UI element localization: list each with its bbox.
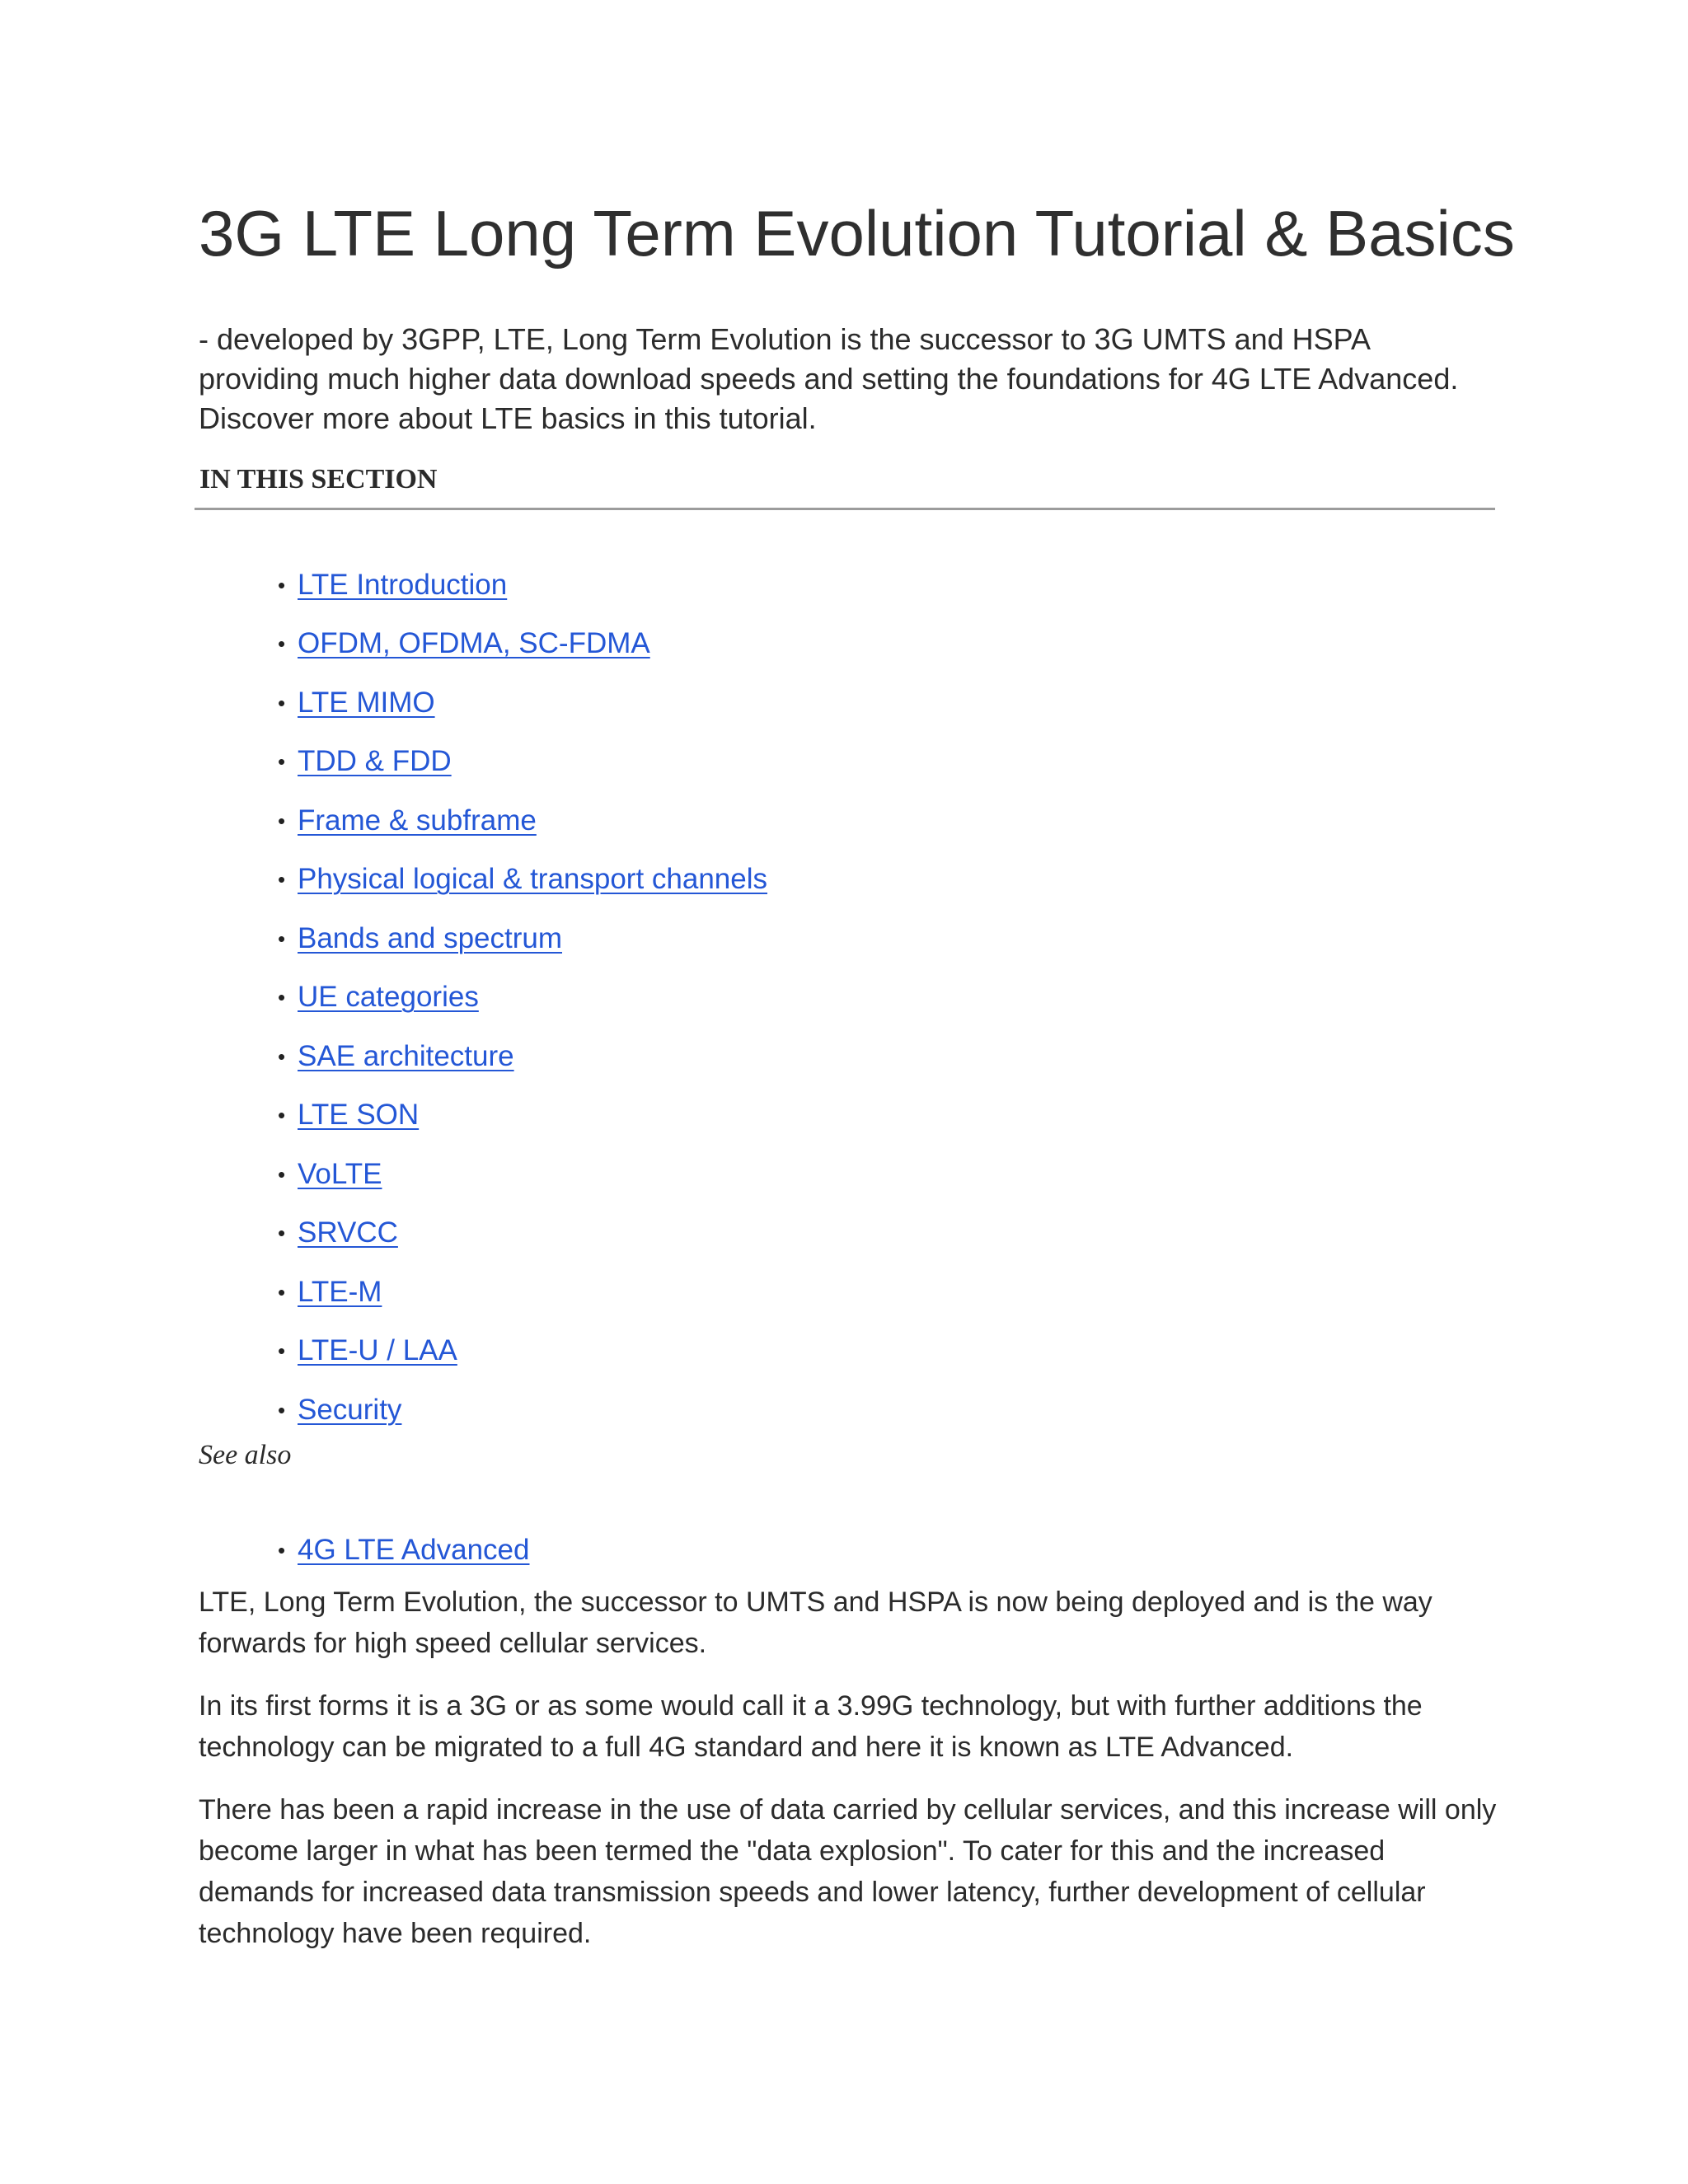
section-list-item — [278, 1086, 767, 1146]
section-list-item — [278, 1263, 767, 1322]
bullet-icon: • — [278, 572, 286, 598]
bullet-icon: • — [278, 867, 286, 893]
section-list-item — [278, 968, 767, 1028]
see-also-link-list — [278, 1527, 529, 1573]
intro-paragraph: - developed by 3GPP, LTE, Long Term Evolution is the successor to 3G UMTS and HSPA providing much higher data download speeds and setting the foundations for 4G LTE Advanced. Discover more about LTE basics in this tutorial. — [199, 322, 1459, 435]
link-security[interactable]: Security — [298, 1393, 402, 1426]
section-list-item — [278, 909, 767, 968]
bullet-icon: • — [278, 985, 286, 1010]
section-list-item — [278, 1027, 767, 1086]
section-list-item — [278, 1380, 767, 1440]
link-lte-mimo[interactable]: LTE MIMO — [298, 686, 435, 719]
link-ue-categories[interactable]: UE categories — [298, 981, 479, 1014]
bullet-icon: • — [278, 808, 286, 833]
link-physical-logical-transport-channels[interactable]: Physical logical & transport channels — [298, 863, 768, 896]
link-4g-lte-advanced[interactable]: 4G LTE Advanced — [298, 1534, 530, 1566]
link-lte-son[interactable]: LTE SON — [298, 1099, 420, 1132]
bullet-icon: • — [278, 690, 286, 715]
bullet-icon: • — [278, 1221, 286, 1246]
bullet-icon: • — [278, 1103, 286, 1128]
section-list-item — [278, 673, 767, 733]
link-bands-and-spectrum[interactable]: Bands and spectrum — [298, 921, 563, 954]
bullet-icon: • — [278, 1538, 286, 1563]
link-tdd-fdd[interactable]: TDD & FDD — [298, 745, 452, 778]
body-paragraph: There has been a rapid increase in the use of data carried by cellular services, and this increase will only become larger in what has been termed the "data explosion". To cater for this and the increased demands for increased data transmission speeds and lower latency, further development of cellular technology have been required. — [199, 1794, 1497, 1949]
link-lte-m[interactable]: LTE-M — [298, 1275, 382, 1308]
body-paragraph: LTE, Long Term Evolution, the successor to UMTS and HSPA is now being deployed and is the way forwards for high speed cellular services. — [199, 1586, 1432, 1659]
link-sae-architecture[interactable]: SAE architecture — [298, 1039, 514, 1072]
bullet-icon: • — [278, 926, 286, 951]
bullet-icon: • — [278, 1043, 286, 1069]
bullet-icon: • — [278, 631, 286, 657]
section-list-item — [278, 1322, 767, 1381]
section-heading: IN THIS SECTION — [199, 464, 438, 494]
bullet-icon: • — [278, 1397, 286, 1422]
bullet-icon: • — [278, 1279, 286, 1305]
see-also-list-item — [278, 1527, 529, 1573]
section-list-item — [278, 791, 767, 851]
bullet-icon: • — [278, 1161, 286, 1187]
bullet-icon: • — [278, 749, 286, 775]
section-list-item — [278, 1145, 767, 1204]
section-divider — [195, 508, 1495, 510]
section-list-item — [278, 851, 767, 910]
link-lte-u-laa[interactable]: LTE-U / LAA — [298, 1334, 457, 1367]
section-list-item — [278, 615, 767, 674]
link-ofdm-ofdma-sc-fdma[interactable]: OFDM, OFDMA, SC-FDMA — [298, 627, 650, 660]
page-title: 3G LTE Long Term Evolution Tutorial & Basics — [199, 197, 1515, 269]
body-paragraph: In its first forms it is a 3G or as some would call it a 3.99G technology, but with further additions the technology can be migrated to a full 4G standard and here it is known as LTE Advanced. — [199, 1690, 1423, 1763]
bullet-icon: • — [278, 1338, 286, 1364]
link-lte-introduction[interactable]: LTE Introduction — [298, 568, 508, 601]
link-volte[interactable]: VoLTE — [298, 1157, 382, 1190]
link-srvcc[interactable]: SRVCC — [298, 1216, 398, 1249]
section-list-item — [278, 555, 767, 615]
section-link-list — [278, 555, 767, 1440]
section-list-item — [278, 733, 767, 792]
link-frame-subframe[interactable]: Frame & subframe — [298, 804, 537, 837]
see-also-heading: See also — [199, 1440, 292, 1470]
section-list-item — [278, 1204, 767, 1263]
